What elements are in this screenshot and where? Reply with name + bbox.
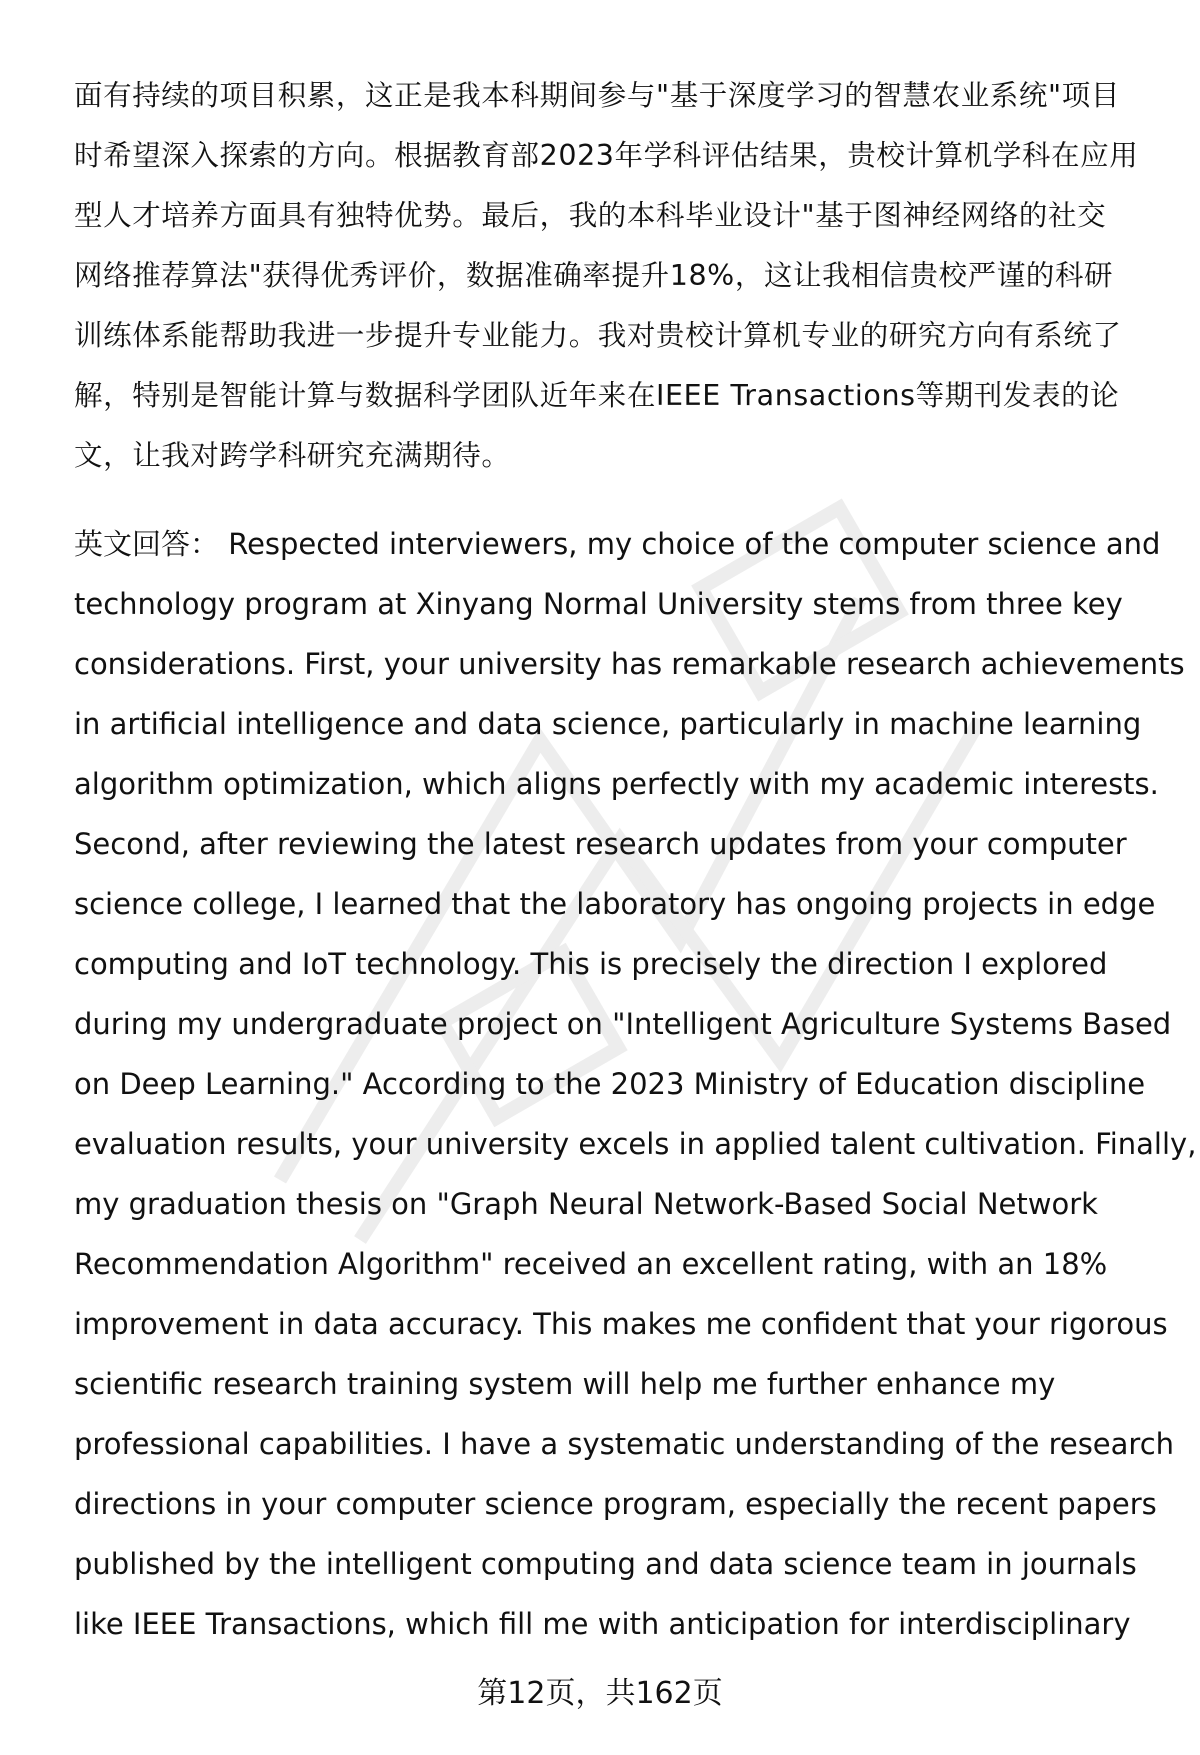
english-paragraph — [74, 514, 1197, 1654]
text-line: in artificial intelligence and data science, particularly in machine learning — [74, 707, 1142, 741]
text-line: 型人才培养方面具有独特优势。最后，我的本科毕业设计"基于图神经网络的社交 — [74, 199, 1107, 232]
text-line: like IEEE Transactions, which fill me with anticipation for interdisciplinary — [74, 1607, 1131, 1641]
text-line: evaluation results, your university excels in applied talent cultivation. Finally, — [74, 1127, 1197, 1161]
page-number-footer: 第12页，共162页 — [477, 1676, 723, 1711]
text-line: 训练体系能帮助我进一步提升专业能力。我对贵校计算机专业的研究方向有系统了 — [74, 319, 1122, 352]
text-line: 英文回答： Respected interviewers, my choice of the computer science and — [74, 527, 1161, 561]
paragraph-spacer — [74, 486, 1154, 514]
text-line: improvement in data accuracy. This makes me confident that your rigorous — [74, 1307, 1168, 1341]
text-line: technology program at Xinyang Normal University stems from three key — [74, 587, 1123, 621]
text-line: Second, after reviewing the latest research updates from your computer — [74, 827, 1127, 861]
text-line: published by the intelligent computing and data science team in journals — [74, 1547, 1137, 1581]
text-line: professional capabilities. I have a systematic understanding of the research — [74, 1427, 1175, 1461]
text-line: my graduation thesis on "Graph Neural Network-Based Social Network — [74, 1187, 1098, 1221]
text-line: directions in your computer science program, especially the recent papers — [74, 1487, 1157, 1521]
text-line: scientific research training system will help me further enhance my — [74, 1367, 1056, 1401]
text-line: 面有持续的项目积累，这正是我本科期间参与"基于深度学习的智慧农业系统"项目 — [74, 79, 1120, 112]
text-line: during my undergraduate project on "Intelligent Agriculture Systems Based — [74, 1007, 1172, 1041]
chinese-paragraph — [74, 66, 1154, 486]
document-body — [74, 66, 1197, 1654]
text-line: 时希望深入探索的方向。根据教育部2023年学科评估结果，贵校计算机学科在应用 — [74, 139, 1139, 172]
text-line: computing and IoT technology. This is precisely the direction I explored — [74, 947, 1108, 981]
text-line: Recommendation Algorithm" received an excellent rating, with an 18% — [74, 1247, 1108, 1281]
text-line: 文，让我对跨学科研究充满期待。 — [74, 439, 511, 472]
text-line: considerations. First, your university has remarkable research achievements — [74, 647, 1185, 681]
text-line: 解，特别是智能计算与数据科学团队近年来在IEEE Transactions等期刊发表的论 — [74, 379, 1120, 412]
text-line: 网络推荐算法"获得优秀评价，数据准确率提升18%，这让我相信贵校严谨的科研 — [74, 259, 1114, 292]
text-line: algorithm optimization, which aligns perfectly with my academic interests. — [74, 767, 1159, 801]
text-line: science college, I learned that the laboratory has ongoing projects in edge — [74, 887, 1156, 921]
text-line: on Deep Learning." According to the 2023 Ministry of Education discipline — [74, 1067, 1146, 1101]
